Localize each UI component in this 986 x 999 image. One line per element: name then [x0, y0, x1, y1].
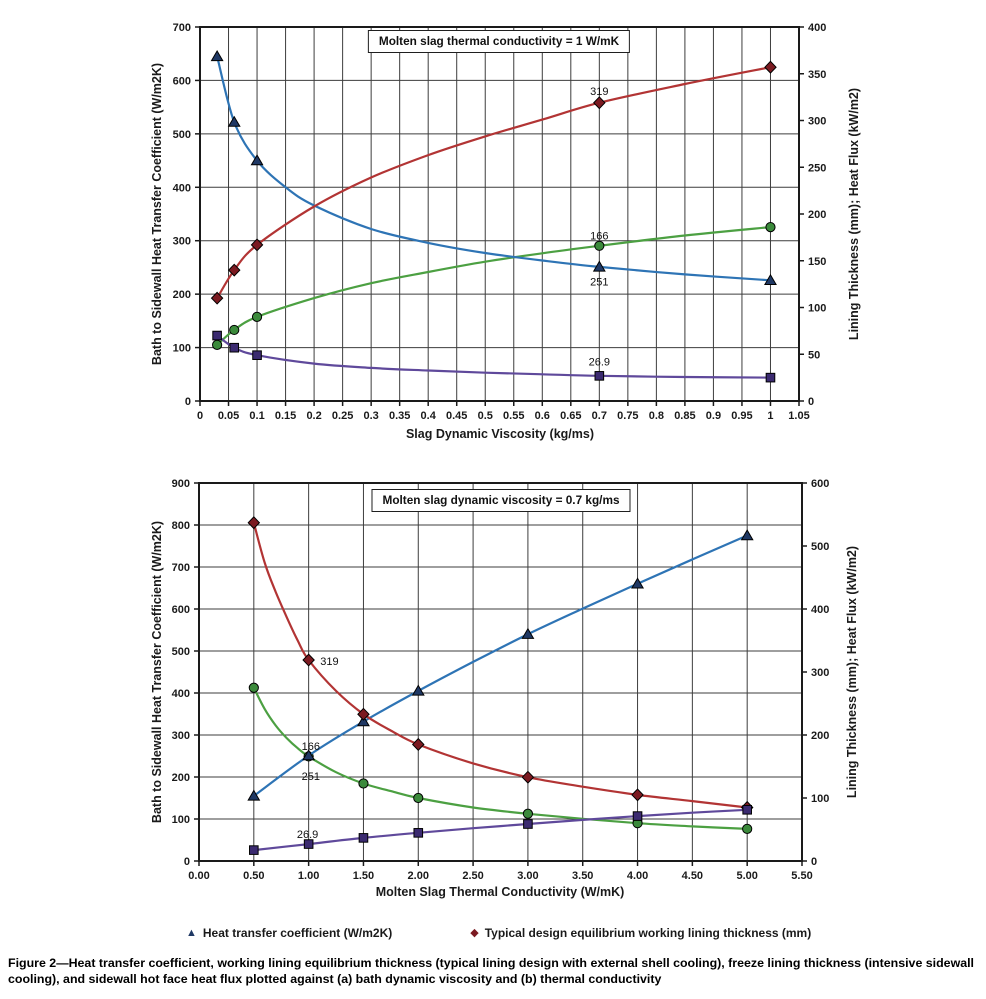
- y-left-tick-label: 0: [183, 856, 190, 868]
- square-marker: [766, 373, 775, 382]
- data-label: 251: [301, 771, 321, 784]
- gridlines: [200, 27, 799, 401]
- bottom-chart: [150, 478, 859, 899]
- square-marker: [524, 820, 533, 829]
- legend-label: Typical design equilibrium working lining thickness (mm): [484, 926, 812, 940]
- x-tick-label: 0.3: [363, 410, 379, 422]
- triangle-marker: [212, 51, 223, 61]
- series-line: [254, 810, 747, 850]
- y-right-tick-label: 350: [808, 68, 827, 81]
- y-right-tick-label: 300: [808, 115, 827, 128]
- square-marker: [595, 372, 604, 381]
- y-right-tick-label: 500: [811, 541, 830, 553]
- square-marker: [253, 351, 262, 360]
- plot-border: [200, 27, 799, 401]
- circle-marker: [595, 241, 604, 250]
- diamond-marker: [632, 789, 643, 801]
- y-right-axis-title: Lining Thickness (mm); Heat Flux (kW/m2): [845, 545, 859, 799]
- y-left-tick-label: 200: [172, 289, 191, 302]
- bottom-chart-title-box: Molten slag dynamic viscosity = 0.7 kg/ms: [371, 489, 630, 512]
- series-freeze-lining-thickness-mm: [213, 222, 776, 349]
- x-tick-label: 2.50: [462, 870, 484, 882]
- y-right-tick-label: 400: [811, 604, 830, 616]
- square-marker: [414, 829, 423, 838]
- x-tick-label: 0.4: [420, 410, 436, 422]
- triangle-marker: [413, 686, 424, 696]
- circle-marker: [743, 824, 752, 833]
- y-right-tick-label: 150: [808, 255, 827, 268]
- y-left-tick-label: 100: [171, 814, 190, 826]
- y-left-tick-label: 600: [171, 604, 190, 616]
- x-tick-label: 0.2: [306, 410, 322, 422]
- legend-item-heat-transfer: [186, 926, 392, 940]
- y-right-tick-label: 200: [811, 730, 830, 742]
- y-left-tick-label: 700: [172, 22, 191, 34]
- square-marker: [359, 834, 368, 843]
- data-label: 166: [590, 230, 609, 243]
- x-tick-label: 0.15: [274, 410, 297, 422]
- circle-marker: [523, 809, 532, 818]
- circle-marker: [252, 312, 261, 321]
- x-tick-label: 0.1: [249, 410, 265, 422]
- circle-marker: [230, 325, 239, 334]
- x-tick-label: 3.00: [517, 870, 539, 882]
- y-left-tick-label: 300: [172, 235, 191, 248]
- y-right-tick-label: 200: [808, 209, 827, 221]
- x-tick-label: 0.8: [648, 410, 665, 422]
- y-right-tick-label: 250: [808, 162, 827, 175]
- x-axis-title: Molten Slag Thermal Conductivity (W/mK): [375, 885, 625, 899]
- x-tick-label: 0: [196, 410, 204, 422]
- square-marker: [633, 812, 642, 821]
- legend: [186, 926, 811, 940]
- x-axis-title: Slag Dynamic Viscosity (kg/ms): [405, 427, 595, 441]
- series-line: [254, 688, 747, 829]
- y-right-tick-label: 50: [808, 349, 821, 362]
- data-label: 319: [590, 86, 609, 99]
- series-sidewall-hot-face-heat-flux-kw-m2: [250, 805, 752, 854]
- y-left-axis-title: Bath to Sidewall Heat Transfer Coefficient (W/m2K): [150, 520, 164, 824]
- x-tick-label: 2.00: [407, 870, 429, 882]
- x-tick-label: 4.00: [626, 870, 649, 882]
- circle-marker: [249, 683, 258, 692]
- x-tick-label: 0.35: [388, 410, 411, 422]
- y-left-tick-label: 300: [171, 730, 190, 742]
- y-left-tick-label: 500: [171, 646, 190, 658]
- axis-ticks: [173, 22, 827, 422]
- y-left-axis-title: Bath to Sidewall Heat Transfer Coefficient (W/m2K): [150, 62, 164, 366]
- x-tick-label: 0.9: [705, 410, 722, 422]
- x-tick-label: 1.00: [297, 870, 320, 882]
- top-chart-title-box: Molten slag thermal conductivity = 1 W/mK: [368, 30, 630, 53]
- x-tick-label: 5.50: [791, 870, 813, 882]
- triangle-marker: [522, 629, 533, 639]
- square-marker: [743, 805, 752, 814]
- diamond-marker: [248, 517, 259, 529]
- series-heat-transfer-coefficient-w-m2k: [212, 51, 777, 284]
- diamond-marker-icon: ◆: [470, 926, 479, 939]
- data-label: 26.9: [296, 829, 319, 842]
- series-sidewall-hot-face-heat-flux-kw-m2: [213, 331, 775, 382]
- square-marker: [230, 343, 239, 352]
- x-tick-label: 5.00: [736, 870, 758, 882]
- x-tick-label: 0.95: [731, 410, 753, 422]
- x-tick-label: 3.50: [572, 870, 594, 882]
- y-left-tick-label: 0: [184, 396, 191, 408]
- diamond-marker: [413, 739, 424, 751]
- axis-ticks: [172, 478, 830, 882]
- legend-item-working-lining: [470, 926, 811, 940]
- y-right-tick-label: 100: [808, 302, 827, 315]
- square-marker: [213, 331, 222, 340]
- series-typical-design-equilibrium-working-lining-thickness-mm: [212, 61, 777, 304]
- triangle-marker: [742, 530, 753, 540]
- x-tick-label: 1: [767, 410, 774, 422]
- figure-caption: Figure 2—Heat transfer coefficient, working lining equilibrium thickness (typical lining design with external shell cooling), freeze lining thickness (intensive sidewall cooling), and sidewall hot face heat flux plotted against (a) bath dynamic viscosity and (b) thermal conductivity: [8, 956, 974, 987]
- square-marker: [250, 846, 259, 855]
- y-left-tick-label: 400: [171, 688, 190, 700]
- y-right-tick-label: 600: [811, 478, 830, 490]
- x-tick-label: 0.25: [331, 410, 354, 422]
- data-label: 166: [301, 740, 321, 753]
- circle-marker: [414, 793, 423, 802]
- data-label: 251: [590, 276, 609, 289]
- y-right-tick-label: 300: [811, 667, 830, 679]
- circle-marker: [766, 222, 775, 231]
- x-tick-label: 0.45: [446, 410, 468, 422]
- y-left-tick-label: 200: [171, 772, 190, 784]
- y-left-tick-label: 500: [172, 128, 191, 141]
- y-right-axis-title: Lining Thickness (mm); Heat Flux (kW/m2): [847, 87, 861, 341]
- circle-marker: [213, 340, 222, 349]
- x-tick-label: 1.50: [352, 870, 375, 882]
- y-left-tick-label: 700: [171, 562, 190, 574]
- y-left-tick-label: 100: [172, 342, 191, 355]
- x-tick-label: 0.55: [503, 410, 525, 422]
- diamond-marker: [522, 771, 533, 783]
- y-left-tick-label: 900: [171, 478, 190, 490]
- series-line: [217, 67, 770, 298]
- x-tick-label: 0.7: [591, 410, 607, 422]
- series-freeze-lining-thickness-mm: [249, 683, 752, 833]
- series-line: [217, 227, 770, 345]
- diamond-marker: [594, 97, 605, 109]
- y-right-tick-label: 0: [808, 396, 815, 408]
- data-label: 319: [320, 656, 339, 669]
- triangle-marker-icon: ▲: [186, 926, 197, 939]
- y-left-tick-label: 800: [171, 520, 190, 532]
- x-tick-label: 0.75: [617, 410, 639, 422]
- legend-label: Heat transfer coefficient (W/m2K): [202, 926, 393, 940]
- diamond-marker: [765, 61, 776, 73]
- x-tick-label: 1.05: [788, 410, 810, 422]
- y-right-tick-label: 100: [811, 793, 830, 805]
- x-tick-label: 0.50: [243, 870, 265, 882]
- x-tick-label: 0.65: [560, 410, 582, 422]
- triangle-marker: [229, 117, 240, 127]
- y-right-tick-label: 400: [808, 22, 827, 34]
- y-left-tick-label: 600: [172, 75, 191, 88]
- y-left-tick-label: 400: [172, 182, 191, 195]
- series-line: [217, 336, 770, 378]
- y-right-tick-label: 0: [811, 856, 818, 868]
- circle-marker: [359, 779, 368, 788]
- data-label: 26.9: [588, 356, 611, 369]
- top-chart: [150, 22, 861, 441]
- series-line: [217, 56, 770, 280]
- x-tick-label: 0.6: [534, 410, 550, 422]
- x-tick-label: 0.5: [477, 410, 493, 422]
- x-tick-label: 0.05: [217, 410, 240, 422]
- x-tick-label: 0.85: [674, 410, 696, 422]
- x-tick-label: 4.50: [681, 870, 704, 882]
- x-tick-label: 0.00: [188, 870, 210, 882]
